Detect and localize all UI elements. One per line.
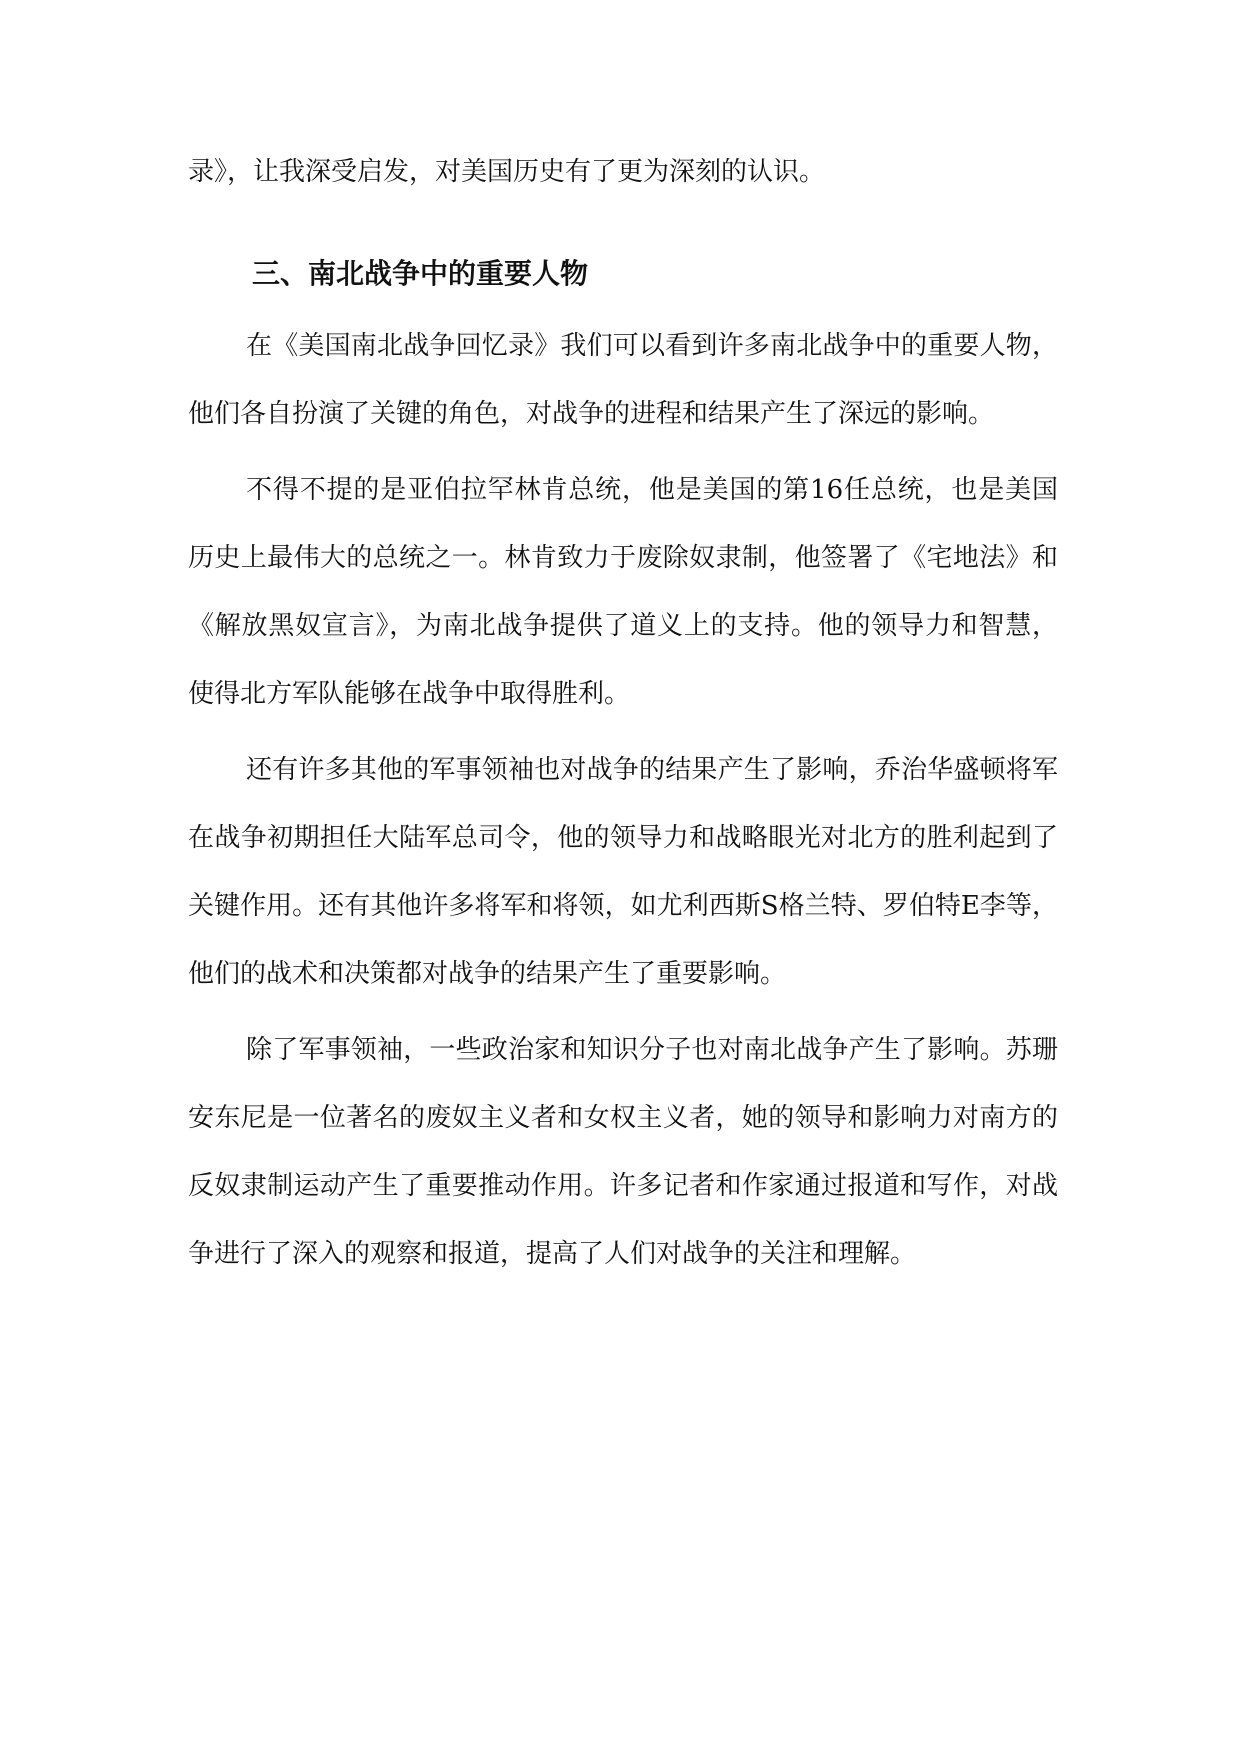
document-body <box>188 138 1058 1288</box>
paragraph-3: 还有许多其他的军事领袖也对战争的结果产生了影响，乔治华盛顿将军在战争初期担任大陆军总司令，他的领导力和战略眼光对北方的胜利起到了关键作用。还有其他许多将军和将领，如尤利西斯S格兰特、罗伯特E李等，他们的战术和决策都对战争的结果产生了重要影响。 <box>188 755 1058 989</box>
paragraph-4: 除了军事领袖，一些政治家和知识分子也对南北战争产生了影响。苏珊安东尼是一位著名的废奴主义者和女权主义者，她的领导和影响力对南方的反奴隶制运动产生了重要推动作用。许多记者和作家通过报道和写作，对战争进行了深入的观察和报道，提高了人们对战争的关注和理解。 <box>188 1035 1058 1269</box>
paragraph-2: 不得不提的是亚伯拉罕林肯总统，他是美国的第16任总统，也是美国历史上最伟大的总统之一。林肯致力于废除奴隶制，他签署了《宅地法》和《解放黑奴宣言》，为南北战争提供了道义上的支持。他的领导力和智慧，使得北方军队能够在战争中取得胜利。 <box>188 475 1058 709</box>
continuation-paragraph: 录》，让我深受启发，对美国历史有了更为深刻的认识。 <box>188 157 826 187</box>
paragraph-1: 在《美国南北战争回忆录》我们可以看到许多南北战争中的重要人物，他们各自扮演了关键的角色，对战争的进程和结果产生了深远的影响。 <box>188 331 1058 429</box>
section-heading: 三、南北战争中的重要人物 <box>252 257 589 290</box>
